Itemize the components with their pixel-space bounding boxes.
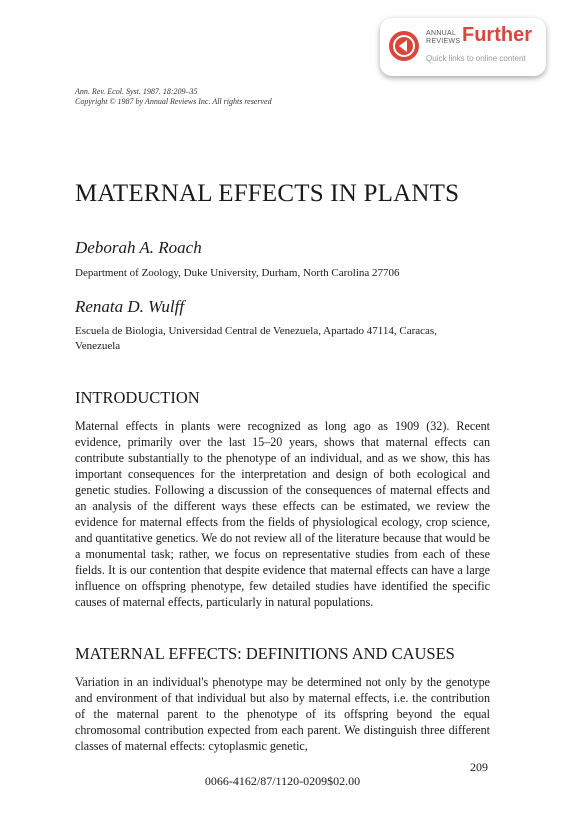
section-heading-definitions: MATERNAL EFFECTS: DEFINITIONS AND CAUSES [75, 644, 455, 663]
citation-line-1: Ann. Rev. Ecol. Syst. 1987. 18:209–35 [75, 87, 198, 96]
section-heading-introduction: INTRODUCTION [75, 388, 200, 407]
author-name-1: Deborah A. Roach [75, 238, 202, 257]
author-affiliation-2: Escuela de Biologia, Universidad Central de Venezuela, Apartado 47114, Caracas, Venezuela [75, 325, 437, 352]
badge-label-annual: ANNUAL [426, 30, 457, 37]
author-name-2: Renata D. Wulff [75, 297, 185, 316]
page-number: 209 [470, 760, 488, 774]
section-text-definitions: Variation in an individual's phenotype may be determined not only by the genotype and environment of that individual but also by maternal effects, i.e. the contribution of the maternal parent to the phenotype of its offspring beyond the equal chromosomal contribution expected from each parent. We distinguish three different classes of maternal effects: cytoplasmic genetic, [75, 675, 490, 753]
paper-title: MATERNAL EFFECTS IN PLANTS [75, 180, 460, 207]
footer-code: 0066-4162/87/1120-0209$02.00 [204, 774, 361, 788]
badge-further-label: Further [462, 24, 532, 46]
citation-line-2: Copyright © 1987 by Annual Reviews Inc. All rights reserved [75, 97, 272, 106]
section-text-introduction: Maternal effects in plants were recognized as long ago as 1909 (32). Recent evidence, primarily over the last 15–20 years, shows that maternal effects can contribute substantially to the phenotype of an individual, and as we show, this has important consequences for the interpretation and design of both ecological and genetic studies. Following a discussion of the consequences of maternal effects and an analysis of the different ways these effects can be estimated, we review the evidence for maternal effects from the fields of physiological ecology, crop science, and quantitative genetics. We do not review all of the literature because that would be a monumental task; rather, we focus on representative studies from each of these fields. It is our contention that despite evidence that maternal effects can have a large influence on offspring phenotype, few detailed studies have identified the specific causes of maternal effects, particularly in natural populations. [75, 419, 490, 609]
badge-brand-label [426, 30, 462, 46]
play-arrow-icon [389, 31, 419, 61]
annual-reviews-further-badge[interactable] [380, 18, 546, 76]
journal-citation [75, 87, 272, 107]
author-affiliation-1: Department of Zoology, Duke University, Durham, North Carolina 27706 [75, 267, 400, 279]
badge-subtitle: Quick links to online content [426, 54, 526, 63]
badge-label-reviews: REVIEWS [426, 38, 461, 45]
